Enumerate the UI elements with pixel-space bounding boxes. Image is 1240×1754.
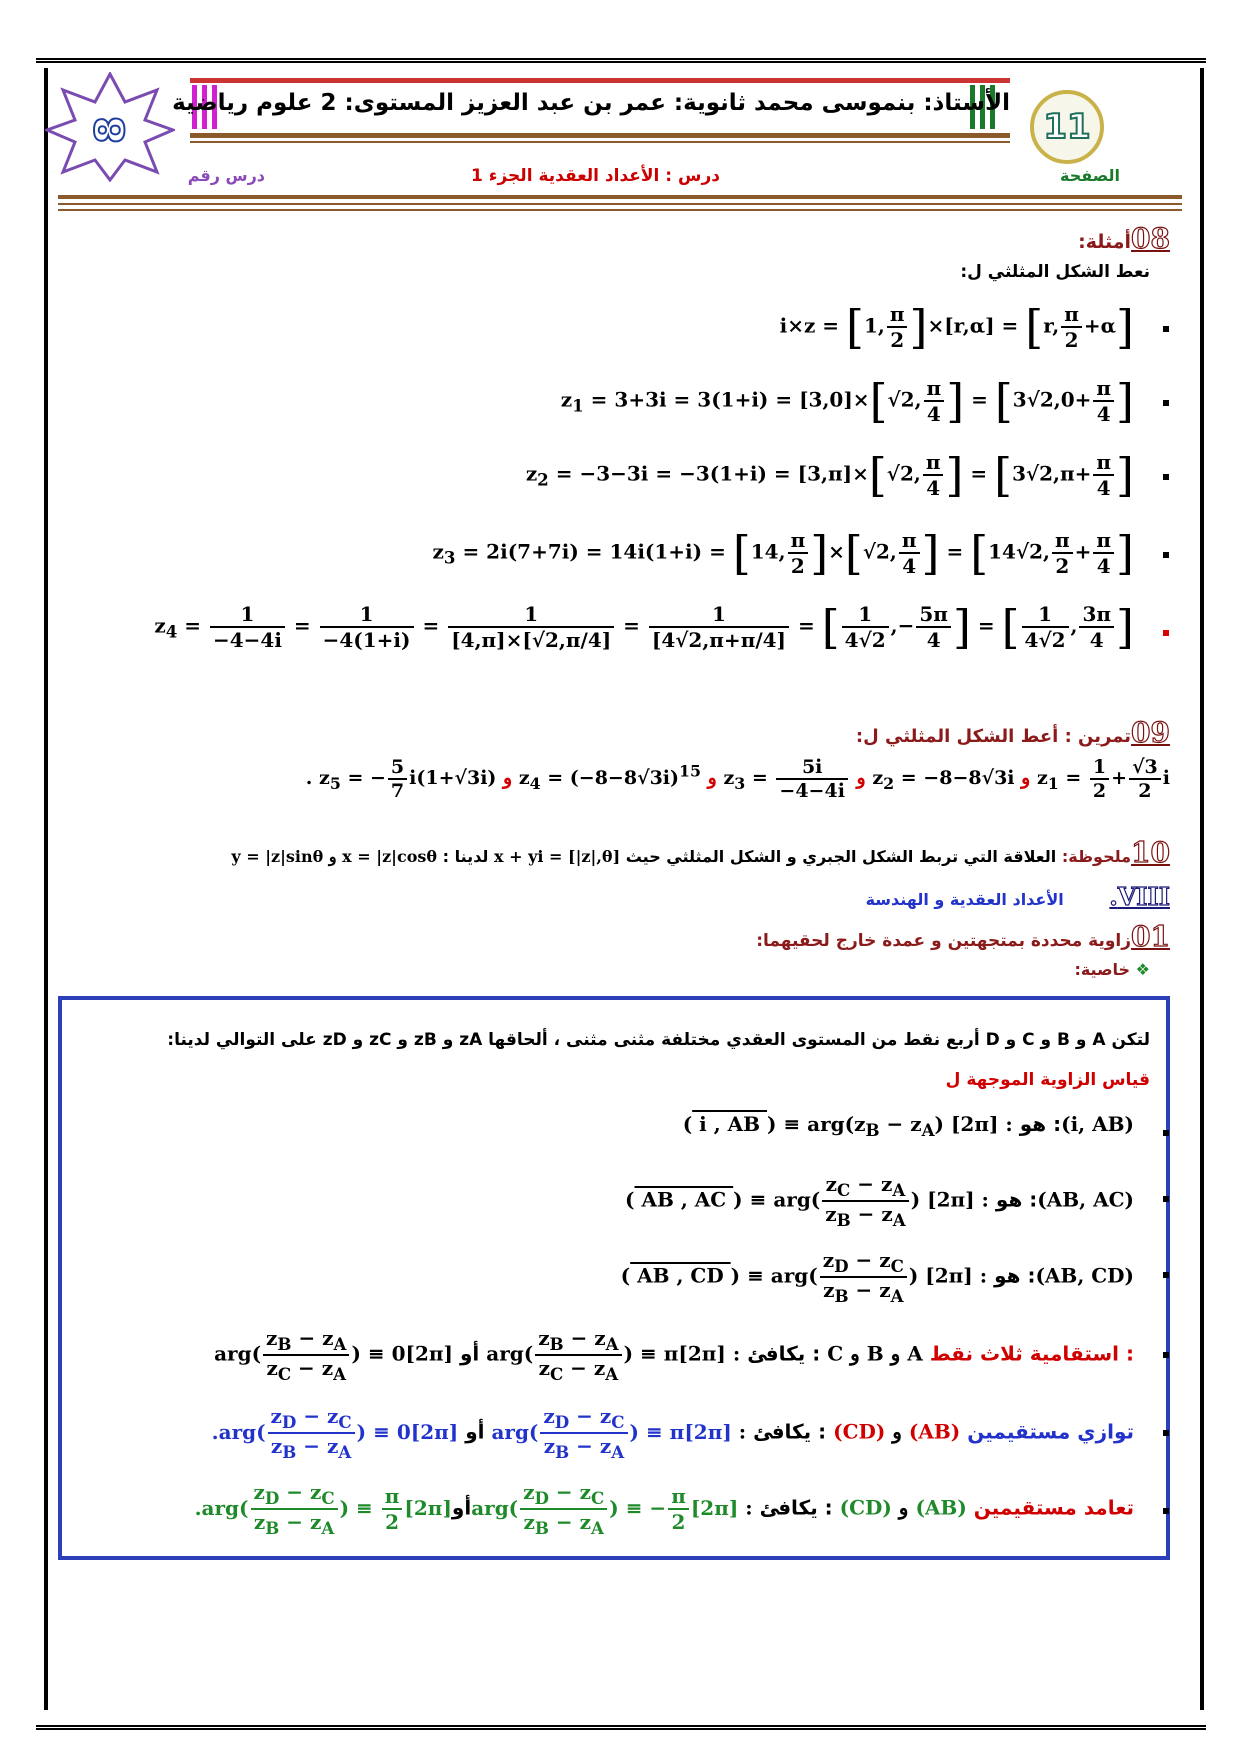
equiv-label: يكافئ : — [747, 1341, 821, 1366]
page-number-badge: 11 — [1030, 90, 1104, 164]
parallel-formula: .arg( $\frac{z_D - z_C}{z_B - z_A}$ ) ≡ 0[2π] أو arg( $\frac{z_D - z_C}{z_B - z_A}$ ) ≡ π[2π] : يكافئ : (CD) و (AB) توازي مستقيمين — [211, 1404, 1134, 1462]
bullet — [1163, 1130, 1169, 1136]
section-title: تمرين : أعط الشكل المثلثي ل: — [855, 726, 1132, 747]
header-brown-line-thin — [190, 141, 1010, 143]
note-formula-2: y = |z|sinθ و x = |z|cosθ — [231, 847, 438, 866]
section-number: 01 — [1131, 920, 1170, 953]
perpendicular-label: تعامد مستقيمين — [973, 1495, 1134, 1520]
is-label: هو : — [994, 1263, 1036, 1288]
property-label: ❖ خاصية: — [1074, 960, 1150, 979]
is-label: هو : — [995, 1187, 1038, 1212]
bullet — [1163, 1430, 1169, 1436]
lesson-number-label: درس رقم — [187, 166, 265, 185]
box-intro: لتكن A و B و C و D أربع نقط من المستوى العقدي مختلفة مثنى مثنى ، ألحاقها zA و zB و zC و zD على التوالي لدينا: — [167, 1030, 1150, 1050]
collinear-label: استقامية ثلاث نقط : — [929, 1341, 1134, 1366]
example-4: $z_3 = 2i(7+7i) = 14i(1+i) = [14$, $\frac{\pi}{2}$ ]×[√2, $\frac{\pi}{4}$ ] = [14√2, $\frac{\pi}{2}$ + $\frac{\pi}{4}$ ] — [432, 526, 1134, 580]
divider — [58, 195, 1182, 199]
header-brown-line — [190, 133, 1010, 138]
section-title: زاوية محددة بمتجهتين و عمدة خارج لحقيهما: — [756, 931, 1132, 951]
section-title: الأعداد العقدية و الهندسة — [865, 890, 1064, 909]
example-1: i×z = [1, $\frac{\pi}{2}$ ]×[r,α] = [r, $\frac{\pi}{2}$ +α] — [779, 300, 1134, 354]
section-09-heading — [856, 716, 1170, 749]
measure-title: قياس الزاوية الموجهة ل — [945, 1070, 1150, 1090]
bullet — [1163, 1508, 1169, 1514]
section-title: أمثلة: — [1078, 231, 1132, 253]
example-2: $z_1 = 3+3i = 3(1+i) = [3,0]\times[√2$, $\frac{\pi}{4}$ ] = [3√2,0+ $\frac{\pi}{4}$ ] — [560, 374, 1134, 428]
lesson-title: درس : الأعداد العقدية الجزء 1 — [471, 166, 720, 186]
divider — [58, 209, 1182, 211]
note-label: ملحوظة: — [1061, 847, 1132, 866]
section-number: VIII. — [1109, 882, 1170, 911]
bullet — [1163, 630, 1169, 636]
collinear-formula: arg( $\frac{z_B - z_A}{z_C - z_A}$ ) ≡ 0[2π] أو arg( $\frac{z_B - z_A}{z_C - z_A}$ ) ≡ π[2π] : يكافئ : C و B و A استقامية ثلاث نقط : — [214, 1326, 1134, 1384]
is-label: هو : — [1019, 1112, 1062, 1136]
bullet — [1163, 1272, 1169, 1278]
section-01-heading — [756, 920, 1170, 953]
section-number: 09 — [1131, 716, 1170, 749]
or-label: أو — [459, 1341, 480, 1366]
star-logo-icon — [45, 72, 175, 182]
section-VIII-heading — [866, 882, 1170, 911]
bullet — [1163, 400, 1169, 406]
section-08-heading — [1078, 222, 1170, 255]
angle-formula-3: ( AB , CD ) ≡ arg( $\frac{z_D - z_C}{z_B - z_A}$ ) [2π] : هو :(AB, CD) — [620, 1248, 1134, 1306]
diamond-icon: ❖ — [1135, 960, 1150, 979]
note-text: العلاقة التي تربط الشكل الجبري و الشكل المثلثي حيث — [625, 847, 1057, 866]
bullet — [1163, 1196, 1169, 1202]
perpendicular-formula: .arg( $\frac{z_D - z_C}{z_B - z_A}$ ) ≡ $\frac{\pi}{2}$ [2π]أوarg( $\frac{z_D - z_C}{z_B - z_A}$ ) ≡ − $\frac{\pi}{2}$ [2π] : يكافئ : (CD) و (AB) تعامد مستقيمين — [194, 1480, 1134, 1538]
logo-text: 8 — [88, 116, 134, 144]
example-5: $z_4$ = $\frac{1}{-4-4i}$ = $\frac{1}{-4(1+i)}$ = $\frac{1}{[4,\pi]\times[√2,\pi/4]}$ = $\frac{1}{[4√2,\pi+\pi/4]}$ = [ $\frac{1}{4√2}$ ,− $\frac{5\pi}{4}$ ] = [ $\frac{1}{4√2}$ , $\frac{3\pi}{4}$ ] — [154, 600, 1134, 654]
header-title: الأستاذ: بنموسى محمد ثانوية: عمر بن عبد العزيز المستوى: 2 علوم رياضية — [172, 90, 1010, 116]
bullet — [1163, 326, 1169, 332]
section-number: 08 — [1131, 222, 1170, 255]
exercise-09: . $z_5$ = − $\frac{5}{7}$ i(1+√3i) و $z_4 = (-8-8√3i)^{15}$ و $z_3$ = $\frac{5i}{-4-4i}$ و $z_2 = -8-8√3i$ و $z_1$ = $\frac{1}{2}$ + $\frac{√3}{2}$ i — [305, 756, 1170, 802]
section-10-note — [231, 836, 1170, 869]
bullet — [1163, 474, 1169, 480]
section-number: 10 — [1131, 836, 1170, 869]
angle-formula-2: ( AB , AC ) ≡ arg( $\frac{z_C - z_A}{z_B - z_A}$ ) [2π] : هو :(AB, AC) — [625, 1172, 1134, 1230]
note-formula: x + yi = [|z|,θ] — [494, 847, 621, 866]
angle-formula-1: ( i , AB ) ≡ $arg(z_B - z_A)$ [2π] : هو :(i, AB) — [682, 1112, 1134, 1140]
bullet — [1163, 1352, 1169, 1358]
page-label: الصفحة — [1059, 166, 1120, 185]
bullet — [1163, 552, 1169, 558]
parallel-label: توازي مستقيمين — [967, 1419, 1134, 1444]
header-red-line — [190, 78, 1010, 83]
example-3: $z_2 = -3-3i = -3(1+i) = [3,\pi]\times[√2$, $\frac{\pi}{4}$ ] = [3√2,π+ $\frac{\pi}{4}$ ] — [525, 448, 1134, 502]
note-tail: لدينا : — [442, 847, 489, 866]
divider — [58, 203, 1182, 205]
section-08-intro: نعط الشكل المثلثي ل: — [960, 262, 1150, 282]
